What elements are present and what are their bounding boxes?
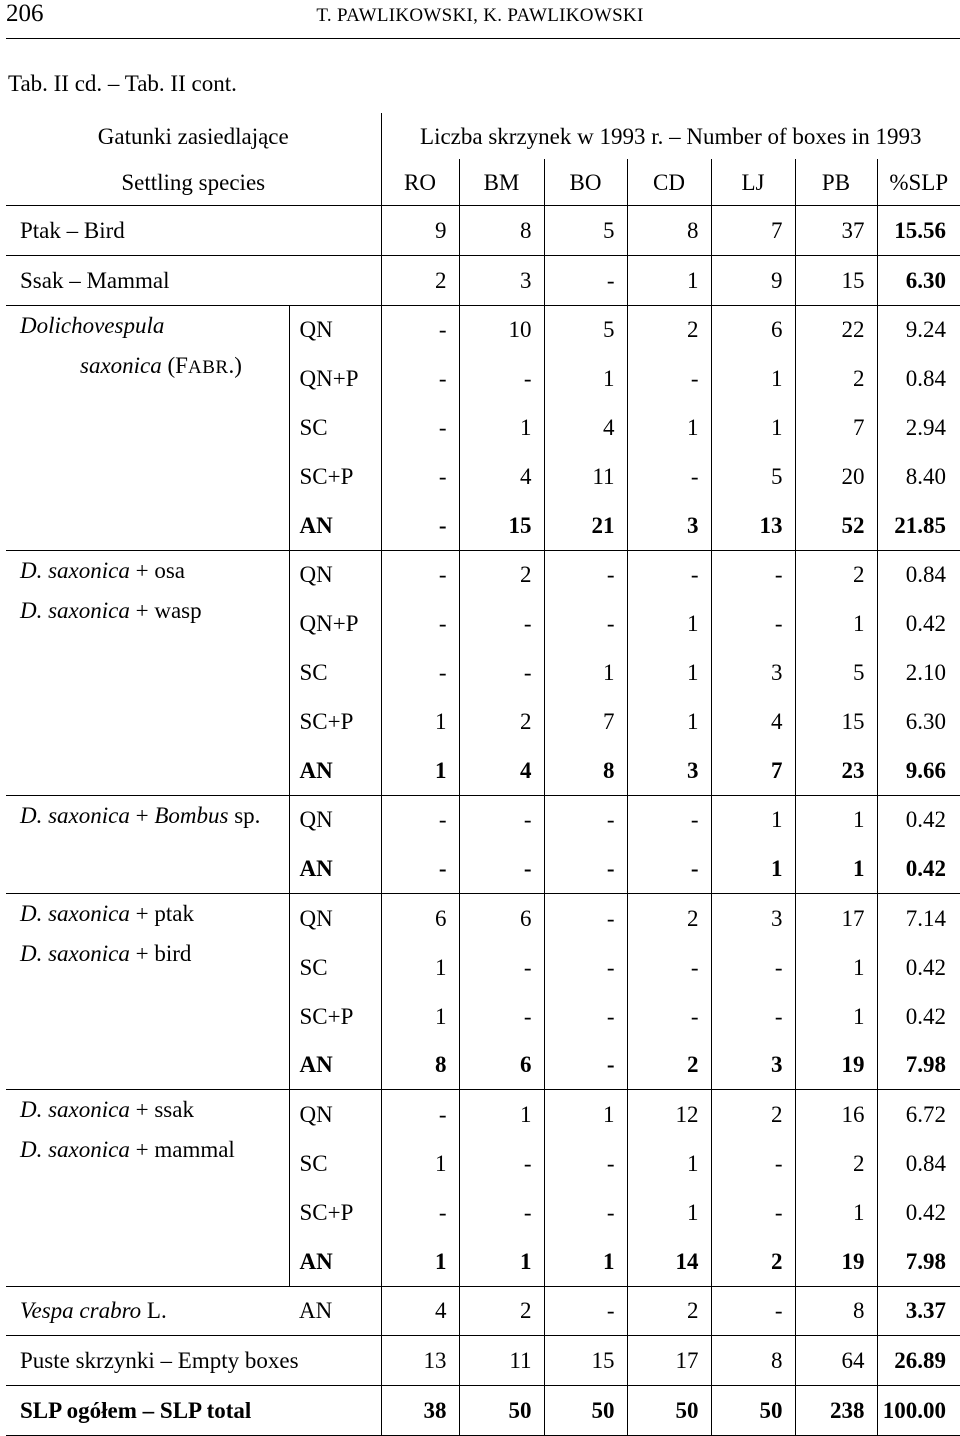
col-header: PB	[795, 159, 877, 206]
vespa-crabro-label	[6, 1286, 289, 1336]
count-cell: -	[627, 992, 711, 1041]
sp-suffix: sp.	[228, 802, 261, 828]
count-cell: 8	[627, 206, 711, 256]
count-cell: 1	[381, 1139, 459, 1188]
category-cell: QN	[289, 1090, 381, 1139]
count-cell: 1	[459, 403, 544, 452]
slp-percent-cell: 0.42	[877, 599, 960, 648]
count-cell: 21	[544, 501, 627, 550]
slp-percent-cell: 0.42	[877, 844, 960, 893]
slp-percent-cell: 26.89	[877, 1336, 960, 1386]
slp-percent-cell: 6.30	[877, 697, 960, 746]
count-cell: 1	[795, 599, 877, 648]
count-cell: 6	[711, 305, 795, 354]
count-cell: 2	[627, 1041, 711, 1090]
plus-sign: +	[129, 802, 155, 828]
count-cell: 17	[627, 1336, 711, 1386]
slp-percent-cell: 100.00	[877, 1386, 960, 1436]
count-cell: 3	[459, 255, 544, 305]
count-cell: 9	[381, 206, 459, 256]
count-cell: 1	[711, 844, 795, 893]
count-cell: 1	[459, 1237, 544, 1286]
count-cell: 2	[381, 255, 459, 305]
count-cell: 1	[381, 697, 459, 746]
genus-name: Dolichovespula	[20, 312, 165, 338]
count-cell: 1	[795, 992, 877, 1041]
category-cell: SC	[289, 648, 381, 697]
slp-percent-cell: 6.30	[877, 255, 960, 305]
species-name: saxonica	[80, 352, 162, 378]
count-cell: 6	[459, 1041, 544, 1090]
count-cell: 1	[795, 1188, 877, 1237]
count-cell: 1	[381, 746, 459, 795]
slp-percent-cell: 0.84	[877, 550, 960, 599]
header-row-2	[6, 159, 960, 206]
category-cell: SC+P	[289, 992, 381, 1041]
count-cell: 2	[627, 305, 711, 354]
count-cell: 4	[459, 746, 544, 795]
count-cell: 2	[459, 550, 544, 599]
count-cell: 1	[459, 1090, 544, 1139]
species-abbr: D. saxonica	[20, 941, 130, 967]
col-header: CD	[627, 159, 711, 206]
species-suffix: + bird	[129, 941, 192, 967]
count-cell: 14	[627, 1237, 711, 1286]
slp-percent-cell: 0.84	[877, 354, 960, 403]
count-cell: -	[711, 1286, 795, 1336]
count-cell: 15	[544, 1336, 627, 1386]
count-cell: 12	[627, 1090, 711, 1139]
category-cell: QN+P	[289, 599, 381, 648]
count-cell: 1	[711, 795, 795, 844]
count-cell: 1	[627, 1188, 711, 1237]
count-cell: 1	[627, 1139, 711, 1188]
count-cell: 1	[795, 795, 877, 844]
group-bombus-row	[6, 795, 960, 844]
count-cell: 1	[711, 354, 795, 403]
species-abbr: D. saxonica	[20, 557, 130, 583]
slp-percent-cell: 2.10	[877, 648, 960, 697]
count-cell: -	[459, 943, 544, 992]
count-cell: 5	[795, 648, 877, 697]
count-cell: 8	[459, 206, 544, 256]
category-cell: SC+P	[289, 1188, 381, 1237]
count-cell: -	[544, 943, 627, 992]
category-cell: AN	[289, 1041, 381, 1090]
count-cell: -	[544, 255, 627, 305]
group-mammal-row	[6, 1090, 960, 1139]
count-cell: -	[544, 844, 627, 893]
count-cell: -	[544, 1041, 627, 1090]
count-cell: -	[544, 550, 627, 599]
count-cell: -	[627, 943, 711, 992]
data-table	[6, 113, 960, 1436]
category-cell: QN	[289, 795, 381, 844]
category-cell: AN	[289, 746, 381, 795]
category-cell: AN	[289, 1237, 381, 1286]
count-cell: 3	[627, 746, 711, 795]
running-head	[0, 0, 960, 40]
count-cell: -	[627, 452, 711, 501]
count-cell: 1	[544, 1237, 627, 1286]
category-cell: QN	[289, 550, 381, 599]
count-cell: -	[381, 452, 459, 501]
slp-percent-cell: 2.94	[877, 403, 960, 452]
count-cell: -	[381, 844, 459, 893]
count-cell: 1	[711, 403, 795, 452]
count-cell: 1	[544, 1090, 627, 1139]
count-cell: 22	[795, 305, 877, 354]
vespa-crabro-name: Vespa crabro	[20, 1298, 142, 1324]
group-wasp-row	[6, 550, 960, 599]
count-cell: -	[544, 894, 627, 943]
count-cell: 37	[795, 206, 877, 256]
slp-percent-cell: 7.98	[877, 1237, 960, 1286]
category-cell: SC+P	[289, 697, 381, 746]
count-cell: 3	[711, 1041, 795, 1090]
count-cell: -	[627, 550, 711, 599]
col-header: BM	[459, 159, 544, 206]
count-cell: 4	[381, 1286, 459, 1336]
count-cell: 38	[381, 1386, 459, 1436]
group-bird-label	[6, 894, 289, 1090]
count-cell: -	[627, 795, 711, 844]
count-cell: 2	[795, 550, 877, 599]
count-cell: 2	[795, 354, 877, 403]
table-caption: Tab. II cd. – Tab. II cont.	[8, 71, 237, 96]
category-cell: SC	[289, 943, 381, 992]
count-cell: -	[459, 354, 544, 403]
col-header: RO	[381, 159, 459, 206]
count-cell: 50	[459, 1386, 544, 1436]
species-abbr: D. saxonica	[20, 597, 130, 623]
count-cell: 7	[795, 403, 877, 452]
count-cell: -	[459, 599, 544, 648]
species-suffix: + mammal	[129, 1137, 235, 1163]
count-cell: -	[381, 305, 459, 354]
count-cell: 7	[711, 746, 795, 795]
count-cell: -	[459, 1139, 544, 1188]
count-cell: -	[544, 599, 627, 648]
row-label: Puste skrzynki – Empty boxes	[6, 1336, 381, 1386]
group-bird-row	[6, 894, 960, 943]
row-label: SLP ogółem – SLP total	[6, 1386, 381, 1436]
count-cell: 8	[381, 1041, 459, 1090]
slp-percent-cell: 8.40	[877, 452, 960, 501]
count-cell: -	[711, 943, 795, 992]
count-cell: -	[544, 992, 627, 1041]
count-cell: 1	[627, 255, 711, 305]
category-cell: SC	[289, 1139, 381, 1188]
row-mammal	[6, 255, 960, 305]
count-cell: -	[459, 844, 544, 893]
row-label: Ptak – Bird	[6, 206, 381, 256]
count-cell: 4	[544, 403, 627, 452]
count-cell: 64	[795, 1336, 877, 1386]
count-cell: 50	[711, 1386, 795, 1436]
count-cell: 3	[711, 648, 795, 697]
count-cell: 19	[795, 1237, 877, 1286]
count-cell: 23	[795, 746, 877, 795]
col-header: BO	[544, 159, 627, 206]
count-cell: -	[711, 992, 795, 1041]
slp-percent-cell: 0.42	[877, 943, 960, 992]
count-cell: -	[381, 599, 459, 648]
col-header: %SLP	[877, 159, 960, 206]
slp-percent-cell: 0.84	[877, 1139, 960, 1188]
row-label: Ssak – Mammal	[6, 255, 381, 305]
slp-percent-cell: 3.37	[877, 1286, 960, 1336]
page-number: 206	[6, 0, 44, 27]
count-cell: 19	[795, 1041, 877, 1090]
group-bombus-label	[6, 795, 289, 894]
count-cell: -	[459, 648, 544, 697]
category-cell: SC+P	[289, 452, 381, 501]
count-cell: -	[381, 403, 459, 452]
count-cell: 238	[795, 1386, 877, 1436]
count-cell: -	[544, 795, 627, 844]
count-cell: 8	[795, 1286, 877, 1336]
vespa-crabro-author: L.	[141, 1298, 167, 1324]
count-cell: -	[627, 844, 711, 893]
count-cell: 2	[711, 1237, 795, 1286]
category-cell: QN	[289, 305, 381, 354]
row-vespa-crabro	[6, 1286, 960, 1336]
count-cell: -	[459, 992, 544, 1041]
count-cell: -	[381, 648, 459, 697]
count-cell: 2	[795, 1139, 877, 1188]
header-species-en: Settling species	[6, 159, 381, 206]
count-cell: -	[381, 550, 459, 599]
count-cell: 8	[544, 746, 627, 795]
count-cell: 5	[544, 305, 627, 354]
count-cell: 1	[627, 697, 711, 746]
count-cell: 15	[795, 255, 877, 305]
header-species-pl: Gatunki zasiedlające	[97, 123, 289, 149]
running-title: T. PAWLIKOWSKI, K. PAWLIKOWSKI	[316, 5, 644, 26]
count-cell: 1	[795, 943, 877, 992]
count-cell: 3	[627, 501, 711, 550]
count-cell: 1	[381, 1237, 459, 1286]
count-cell: -	[381, 795, 459, 844]
count-cell: 6	[381, 894, 459, 943]
count-cell: 4	[459, 452, 544, 501]
row-empty-boxes	[6, 1336, 960, 1386]
count-cell: 4	[711, 697, 795, 746]
species-suffix: + osa	[129, 557, 186, 583]
count-cell: 11	[544, 452, 627, 501]
slp-percent-cell: 9.24	[877, 305, 960, 354]
count-cell: 1	[381, 943, 459, 992]
group-mammal-label	[6, 1090, 289, 1286]
count-cell: 20	[795, 452, 877, 501]
category-cell: QN	[289, 894, 381, 943]
count-cell: 52	[795, 501, 877, 550]
count-cell: 50	[627, 1386, 711, 1436]
category-cell: AN	[289, 1286, 381, 1336]
species-abbr: D. saxonica	[20, 1097, 130, 1123]
count-cell: 1	[544, 648, 627, 697]
count-cell: 2	[627, 1286, 711, 1336]
count-cell: -	[459, 795, 544, 844]
count-cell: -	[381, 501, 459, 550]
row-bird	[6, 206, 960, 256]
species-suffix: + ssak	[129, 1097, 194, 1123]
count-cell: 2	[459, 1286, 544, 1336]
group-dolichovespula-row	[6, 305, 960, 354]
count-cell: 8	[711, 1336, 795, 1386]
count-cell: 7	[544, 697, 627, 746]
slp-percent-cell: 9.66	[877, 746, 960, 795]
category-cell: SC	[289, 403, 381, 452]
header-count: Liczba skrzynek w 1993 r. – Number of boxes in 1993	[381, 113, 960, 159]
species-suffix: + ptak	[129, 901, 194, 927]
slp-percent-cell: 6.72	[877, 1090, 960, 1139]
species-abbr: D. saxonica	[20, 901, 130, 927]
count-cell: 1	[544, 354, 627, 403]
header-rule	[6, 38, 960, 39]
count-cell: -	[544, 1286, 627, 1336]
count-cell: 1	[627, 648, 711, 697]
count-cell: 7	[711, 206, 795, 256]
count-cell: 16	[795, 1090, 877, 1139]
count-cell: 17	[795, 894, 877, 943]
count-cell: -	[381, 354, 459, 403]
count-cell: 11	[459, 1336, 544, 1386]
slp-percent-cell: 21.85	[877, 501, 960, 550]
count-cell: 13	[711, 501, 795, 550]
group-wasp-label	[6, 550, 289, 795]
count-cell: -	[381, 1188, 459, 1237]
header-row-1	[6, 113, 960, 159]
count-cell: 5	[544, 206, 627, 256]
count-cell: -	[459, 1188, 544, 1237]
count-cell: 3	[711, 894, 795, 943]
count-cell: -	[381, 1090, 459, 1139]
count-cell: 1	[627, 403, 711, 452]
author-close: .)	[228, 352, 242, 378]
count-cell: 5	[711, 452, 795, 501]
category-cell: AN	[289, 844, 381, 893]
count-cell: -	[544, 1139, 627, 1188]
bombus-genus: Bombus	[154, 802, 229, 828]
count-cell: 2	[711, 1090, 795, 1139]
count-cell: 6	[459, 894, 544, 943]
group-dolichovespula-label	[6, 305, 289, 550]
count-cell: 10	[459, 305, 544, 354]
author-open: (F	[167, 352, 188, 378]
slp-percent-cell: 0.42	[877, 795, 960, 844]
count-cell: 2	[459, 697, 544, 746]
count-cell: -	[711, 1188, 795, 1237]
count-cell: 15	[459, 501, 544, 550]
row-slp-total	[6, 1386, 960, 1436]
slp-percent-cell: 7.14	[877, 894, 960, 943]
count-cell: 15	[795, 697, 877, 746]
count-cell: 1	[381, 992, 459, 1041]
count-cell: 1	[795, 844, 877, 893]
col-header: LJ	[711, 159, 795, 206]
slp-percent-cell: 15.56	[877, 206, 960, 256]
count-cell: 1	[627, 599, 711, 648]
count-cell: 9	[711, 255, 795, 305]
species-abbr: D. saxonica	[20, 802, 130, 828]
count-cell: 50	[544, 1386, 627, 1436]
species-abbr: D. saxonica	[20, 1137, 130, 1163]
count-cell: -	[711, 550, 795, 599]
author-smallcaps: ABR	[187, 356, 229, 378]
slp-percent-cell: 0.42	[877, 992, 960, 1041]
species-suffix: + wasp	[129, 597, 202, 623]
count-cell: -	[711, 599, 795, 648]
count-cell: -	[627, 354, 711, 403]
count-cell: 2	[627, 894, 711, 943]
category-cell: AN	[289, 501, 381, 550]
count-cell: 13	[381, 1336, 459, 1386]
slp-percent-cell: 0.42	[877, 1188, 960, 1237]
count-cell: -	[544, 1188, 627, 1237]
category-cell: QN+P	[289, 354, 381, 403]
slp-percent-cell: 7.98	[877, 1041, 960, 1090]
count-cell: -	[711, 1139, 795, 1188]
